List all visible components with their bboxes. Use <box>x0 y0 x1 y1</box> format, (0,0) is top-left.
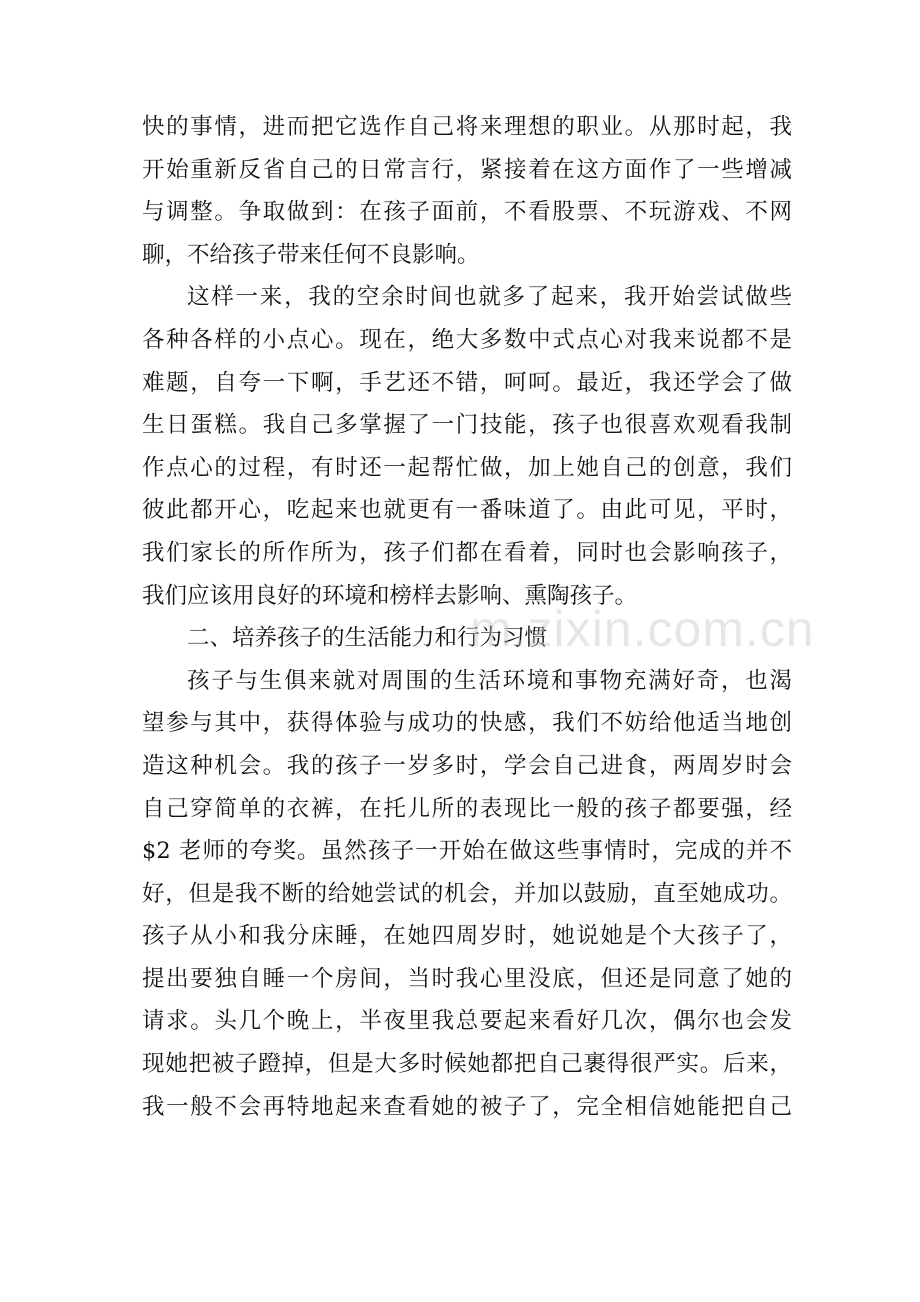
paragraph-line: 好，但是我不断的给她尝试的机会，并加以鼓励，直至她成功。 <box>142 880 792 907</box>
paragraph-line: 生日蛋糕。我自己多掌握了一门技能，孩子也很喜欢观看我制 <box>142 412 792 439</box>
paragraph-line: 与调整。争取做到：在孩子面前，不看股票、不玩游戏、不网 <box>142 199 792 226</box>
paragraph-line: 望参与其中，获得体验与成功的快感，我们不妨给他适当地创 <box>142 710 792 737</box>
paragraph-line: 聊，不给孩子带来任何不良影响。 <box>142 241 480 268</box>
section-heading: 二、培养孩子的生活能力和行为习惯 <box>187 625 548 652</box>
paragraph-line: 彼此都开心，吃起来也就更有一番味道了。由此可见，平时， <box>142 497 792 524</box>
paragraph-line: 作点心的过程，有时还一起帮忙做，加上她自己的创意，我们 <box>142 454 792 481</box>
document-body <box>142 106 792 1128</box>
paragraph-line: 自己穿简单的衣裤，在托儿所的表现比一般的孩子都要强，经 <box>142 795 792 822</box>
paragraph-line: 开始重新反省自己的日常言行，紧接着在这方面作了一些增减 <box>142 156 792 183</box>
paragraph-line: 提出要独自睡一个房间，当时我心里没底，但还是同意了她的 <box>142 965 792 992</box>
paragraph-line: 我们应该用良好的环境和榜样去影响、熏陶孩子。 <box>142 582 638 609</box>
paragraph-line: 请求。头几个晚上，半夜里我总要起来看好几次，偶尔也会发 <box>142 1008 792 1035</box>
watermark: m.zixin.com.cn <box>470 601 815 657</box>
paragraph-line: 造这种机会。我的孩子一岁多时，学会自己进食，两周岁时会 <box>142 752 792 779</box>
paragraph-line: 快的事情，进而把它选作自己将来理想的职业。从那时起，我 <box>142 114 792 140</box>
paragraph-line: 现她把被子蹬掉，但是大多时候她都把自己裹得很严实。后来， <box>142 1051 792 1078</box>
paragraph-line: 我一般不会再特地起来查看她的被子了，完全相信她能把自己 <box>142 1093 792 1120</box>
paragraph-line: 我们家长的所作所为，孩子们都在看着，同时也会影响孩子， <box>142 539 792 566</box>
paragraph-line: $2 老师的夸奖。虽然孩子一开始在做这些事情时，完成的并不 <box>142 838 792 865</box>
paragraph-line: 各种各样的小点心。现在，绝大多数中式点心对我来说都不是 <box>142 326 792 353</box>
paragraph-line: 孩子从小和我分床睡，在她四周岁时，她说她是个大孩子了， <box>142 923 792 950</box>
paragraph-line: 孩子与生俱来就对周围的生活环境和事物充满好奇，也渴 <box>187 667 792 694</box>
paragraph-line: 难题，自夸一下啊，手艺还不错，呵呵。最近，我还学会了做 <box>142 369 792 396</box>
paragraph-line: 这样一来，我的空余时间也就多了起来，我开始尝试做些 <box>187 284 792 311</box>
